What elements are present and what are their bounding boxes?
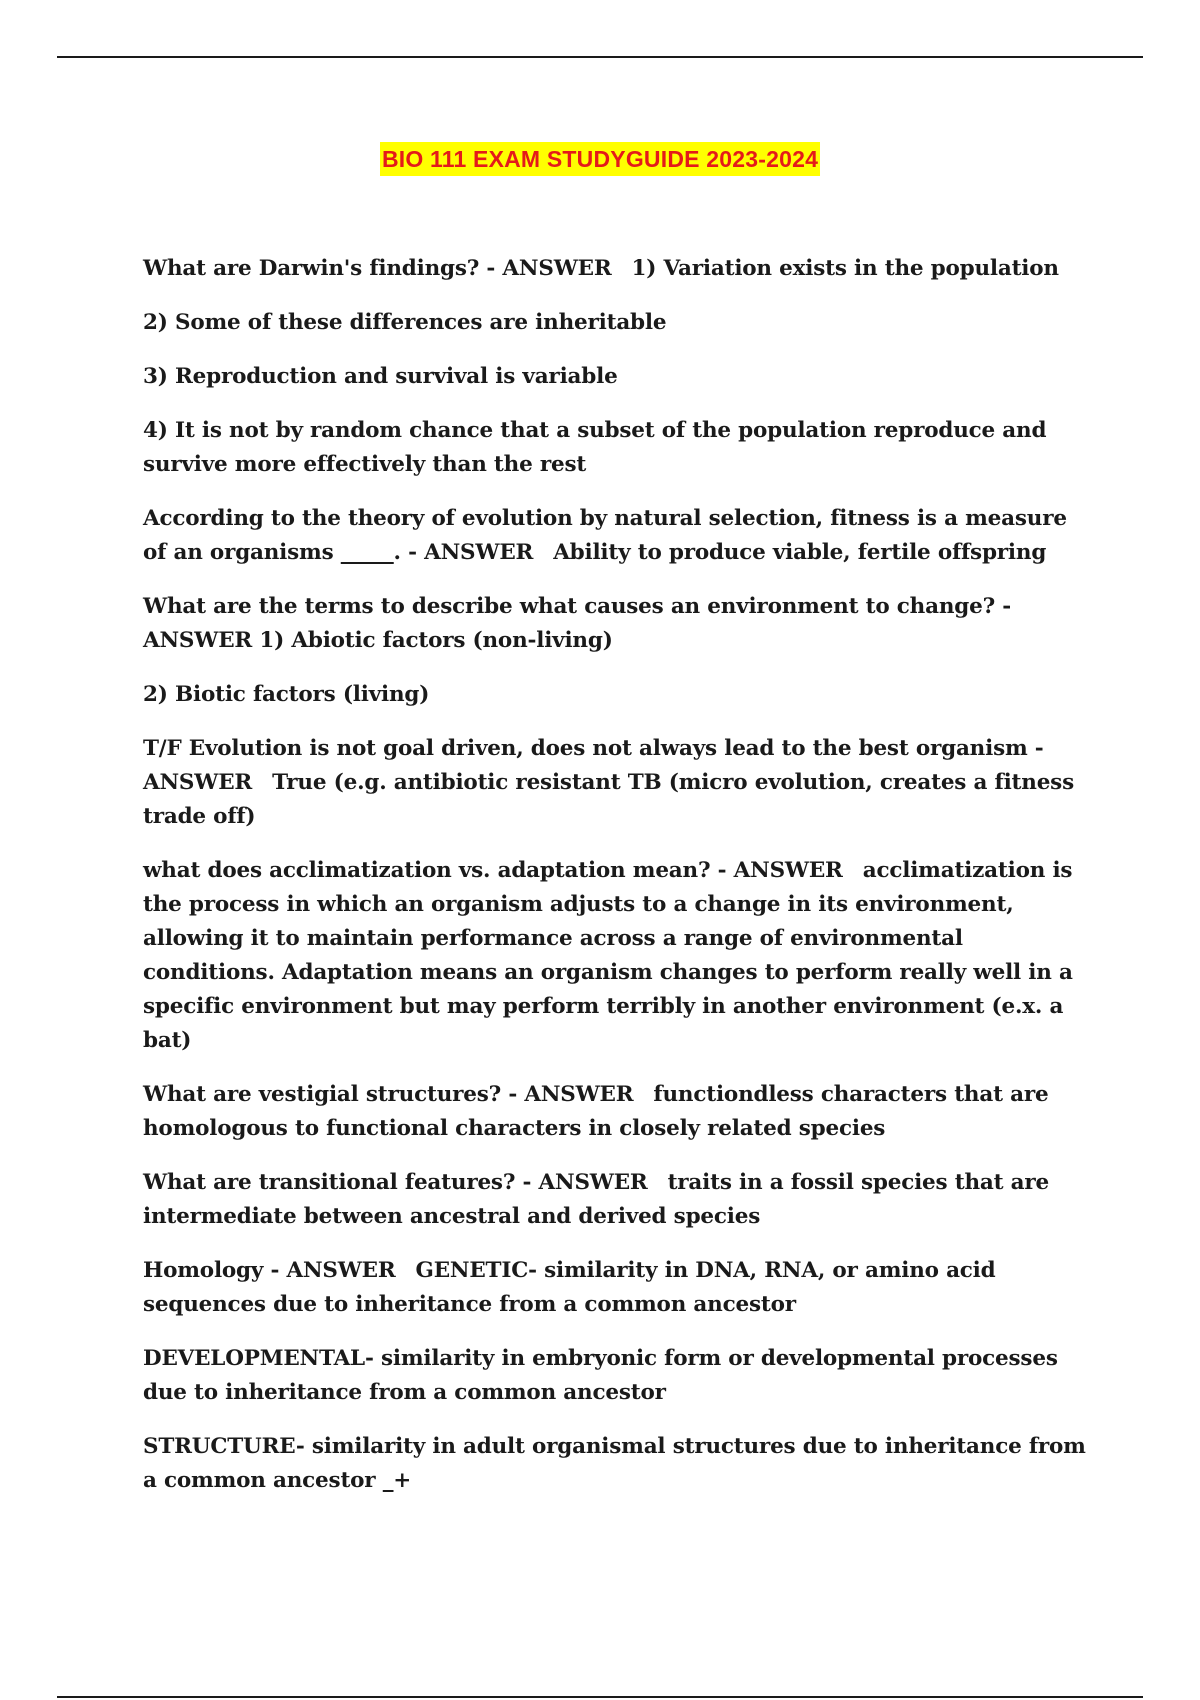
answer-text: Ability to produce viable, fertile offspring bbox=[553, 540, 1047, 565]
answer-text: 1) Abiotic factors (non-living) bbox=[259, 628, 613, 653]
question-text: Homology - ANSWER bbox=[143, 1258, 396, 1283]
paragraph bbox=[143, 306, 1093, 340]
answer-text: GENETIC- similarity in DNA, RNA, or amino acid sequences due to inheritance from a common ancestor bbox=[143, 1258, 1003, 1317]
top-rule bbox=[57, 56, 1143, 58]
bottom-rule bbox=[57, 1696, 1143, 1698]
paragraph bbox=[143, 414, 1093, 482]
answer-text: acclimatization is the process in which an organism adjusts to a change in its environment, allowing it to maintain performance across a range of environmental conditions. Adaptation means an organism changes to perform really well in a specific environment but may perform terribly in another environment (e.x. a bat) bbox=[143, 858, 1081, 1053]
question-text: What are vestigial structures? - ANSWER bbox=[143, 1082, 634, 1107]
title-container bbox=[0, 142, 1200, 176]
paragraph bbox=[143, 1166, 1093, 1234]
answer-text: STRUCTURE- similarity in adult organismal structures due to inheritance from a common ancestor _+ bbox=[143, 1434, 1094, 1493]
answer-text: 2) Some of these differences are inheritable bbox=[143, 310, 667, 335]
study-guide-content bbox=[143, 252, 1093, 1518]
question-text: T/F Evolution is not goal driven, does not always lead to the best organism - ANSWER bbox=[143, 736, 1051, 795]
question-text: what does acclimatization vs. adaptation mean? - ANSWER bbox=[143, 858, 843, 883]
paragraph bbox=[143, 1254, 1093, 1322]
answer-text: 1) Variation exists in the population bbox=[631, 256, 1059, 281]
paragraph bbox=[143, 1342, 1093, 1410]
paragraph bbox=[143, 590, 1093, 658]
question-text: What are the terms to describe what causes an environment to change? - ANSWER bbox=[143, 594, 1019, 653]
document-title: BIO 111 EXAM STUDYGUIDE 2023-2024 bbox=[380, 142, 820, 176]
answer-text: 4) It is not by random chance that a subset of the population reproduce and survive more effectively than the rest bbox=[143, 418, 1054, 477]
answer-text: True (e.g. antibiotic resistant TB (micro evolution, creates a fitness trade off) bbox=[143, 770, 1082, 829]
answer-text: traits in a fossil species that are intermediate between ancestral and derived species bbox=[143, 1170, 1057, 1229]
paragraph bbox=[143, 678, 1093, 712]
paragraph bbox=[143, 252, 1093, 286]
paragraph bbox=[143, 854, 1093, 1058]
answer-text: 2) Biotic factors (living) bbox=[143, 682, 430, 707]
question-text: According to the theory of evolution by natural selection, fitness is a measure of an organisms _____. - ANSWER bbox=[143, 506, 1075, 565]
question-text: What are transitional features? - ANSWER bbox=[143, 1170, 648, 1195]
paragraph bbox=[143, 1430, 1093, 1498]
paragraph bbox=[143, 1078, 1093, 1146]
answer-text: 3) Reproduction and survival is variable bbox=[143, 364, 618, 389]
paragraph bbox=[143, 732, 1093, 834]
paragraph bbox=[143, 360, 1093, 394]
answer-text: functiondless characters that are homologous to functional characters in closely related species bbox=[143, 1082, 1056, 1141]
answer-text: DEVELOPMENTAL- similarity in embryonic form or developmental processes due to inheritance from a common ancestor bbox=[143, 1346, 1066, 1405]
paragraph bbox=[143, 502, 1093, 570]
question-text: What are Darwin's findings? - ANSWER bbox=[143, 256, 612, 281]
